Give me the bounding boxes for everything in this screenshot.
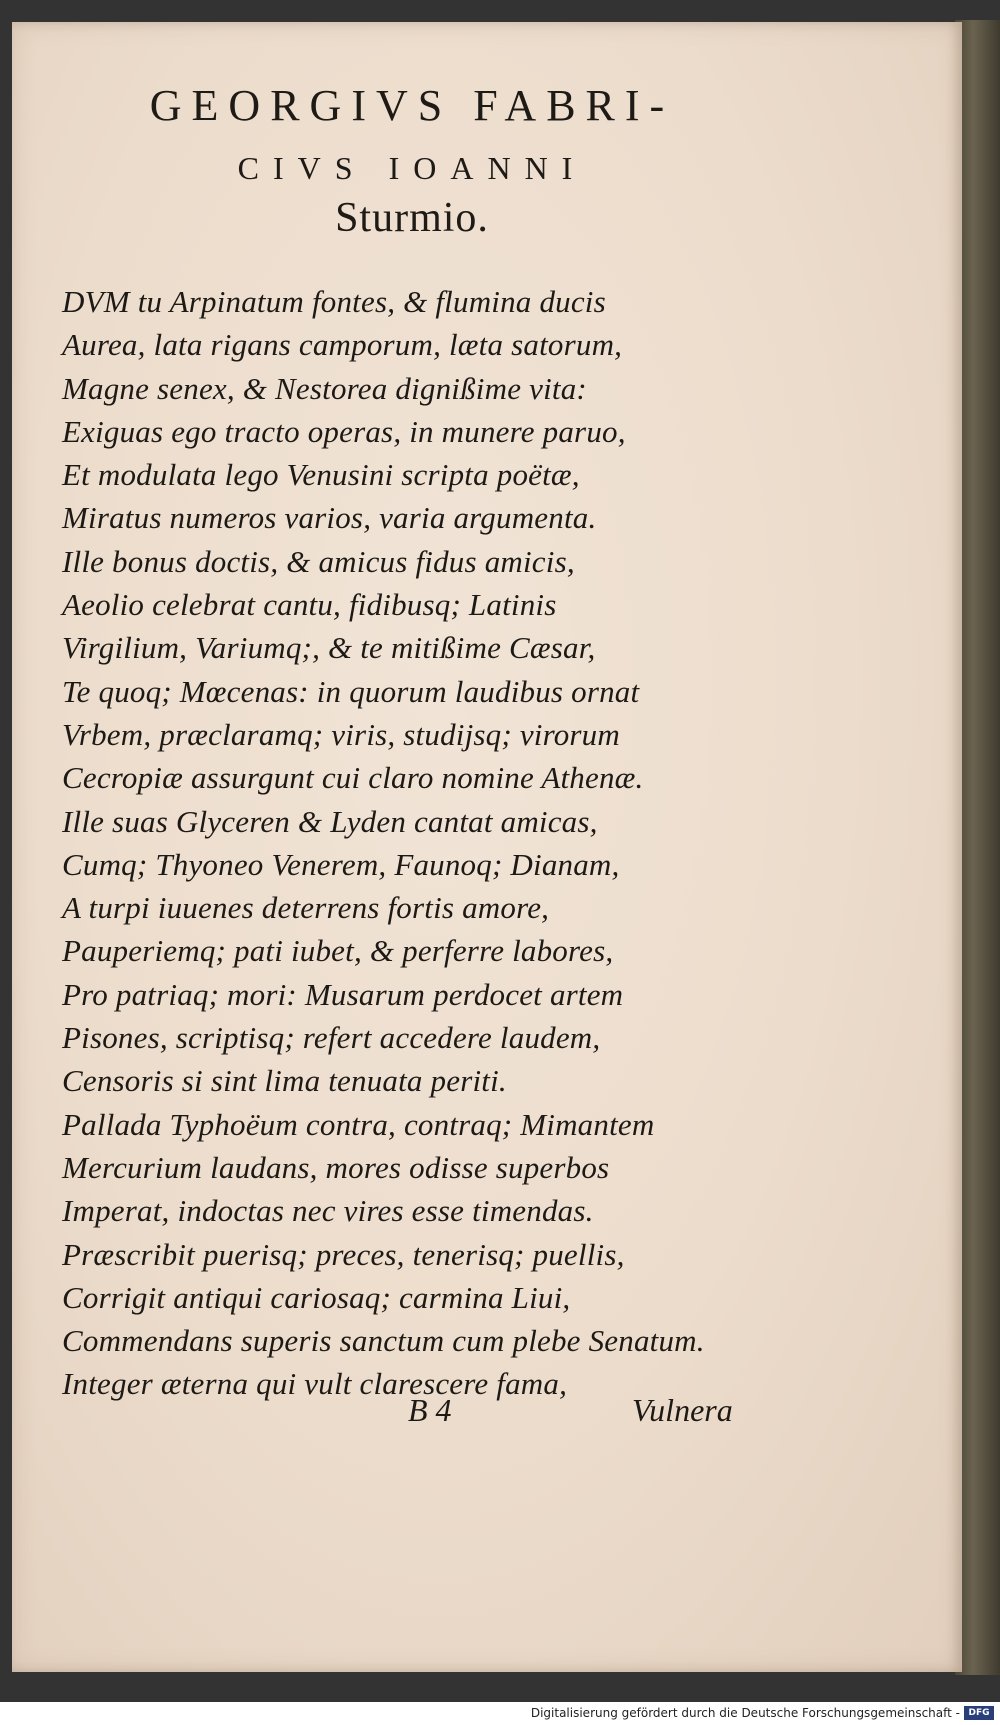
verse-line: Commendans superis sanctum cum plebe Senatum. bbox=[62, 1323, 705, 1359]
verse-line: Cumq; Thyoneo Venerem, Faunoq; Dianam, bbox=[62, 846, 620, 882]
heading-line-3: Sturmio. bbox=[335, 195, 489, 241]
funding-credit: Digitalisierung gefördert durch die Deutsche Forschungsgemeinschaft - bbox=[530, 1706, 960, 1720]
verse-line: Aeolio celebrat cantu, fidibusq; Latinis bbox=[62, 587, 557, 623]
verse-line: Mercurium laudans, mores odisse superbos bbox=[62, 1149, 610, 1185]
poem-text bbox=[62, 280, 782, 1406]
verse-line: Corrigit antiqui cariosaq; carmina Liui, bbox=[62, 1279, 571, 1315]
verse-line: Magne senex, & Nestorea dignißime vita: bbox=[62, 370, 587, 406]
verse-line: Et modulata lego Venusini scripta poëtæ, bbox=[62, 457, 580, 493]
verse-line: Pallada Typhoëum contra, contraq; Mimantem bbox=[62, 1106, 655, 1142]
verse-line: Censoris si sint lima tenuata periti. bbox=[62, 1063, 507, 1099]
verse-line: Virgilium, Variumq;, & te mitißime Cæsar, bbox=[62, 630, 596, 666]
book-page bbox=[12, 22, 962, 1672]
verse-line: Pauperiemq; pati iubet, & perferre labores, bbox=[62, 933, 614, 969]
verse-line: Pro patriaq; mori: Musarum perdocet artem bbox=[62, 976, 624, 1012]
verse-line: Miratus numeros varios, varia argumenta. bbox=[62, 500, 597, 536]
catchword: Vulnera bbox=[632, 1392, 733, 1428]
dfg-logo-icon: DFG bbox=[964, 1706, 994, 1720]
verse-line: Pisones, scriptisq; refert accedere laudem, bbox=[62, 1020, 601, 1056]
verse-line: Ille suas Glyceren & Lyden cantat amicas, bbox=[62, 803, 598, 839]
verse-line: Imperat, indoctas nec vires esse timendas. bbox=[62, 1193, 594, 1229]
heading-line-1: GEORGIVS FABRI- bbox=[149, 81, 675, 130]
heading-line-2: CIVS IOANNI bbox=[237, 150, 587, 186]
footer-bar bbox=[0, 1702, 1000, 1725]
verse-line: Te quoq; Mœcenas: in quorum laudibus ornat bbox=[62, 673, 640, 709]
signature-mark: B 4 bbox=[408, 1392, 452, 1428]
verse-line: A turpi iuuenes deterrens fortis amore, bbox=[62, 890, 550, 926]
verse-line: Aurea, lata rigans camporum, læta satorum, bbox=[62, 327, 623, 363]
verse-line: Præscribit puerisq; preces, tenerisq; puellis, bbox=[62, 1236, 625, 1272]
verse-line: Integer æterna qui vult clarescere fama, bbox=[62, 1366, 568, 1402]
verse-line: Vrbem, præclaramq; viris, studijsq; virorum bbox=[62, 716, 620, 752]
verse-line: Exiguas ego tracto operas, in munere paruo, bbox=[62, 413, 626, 449]
verse-line: Cecropiæ assurgunt cui claro nomine Athenæ. bbox=[62, 760, 644, 796]
verse-line: Ille bonus doctis, & amicus fidus amicis, bbox=[62, 543, 575, 579]
verse-line: DVM tu Arpinatum fontes, & flumina ducis bbox=[62, 284, 606, 319]
